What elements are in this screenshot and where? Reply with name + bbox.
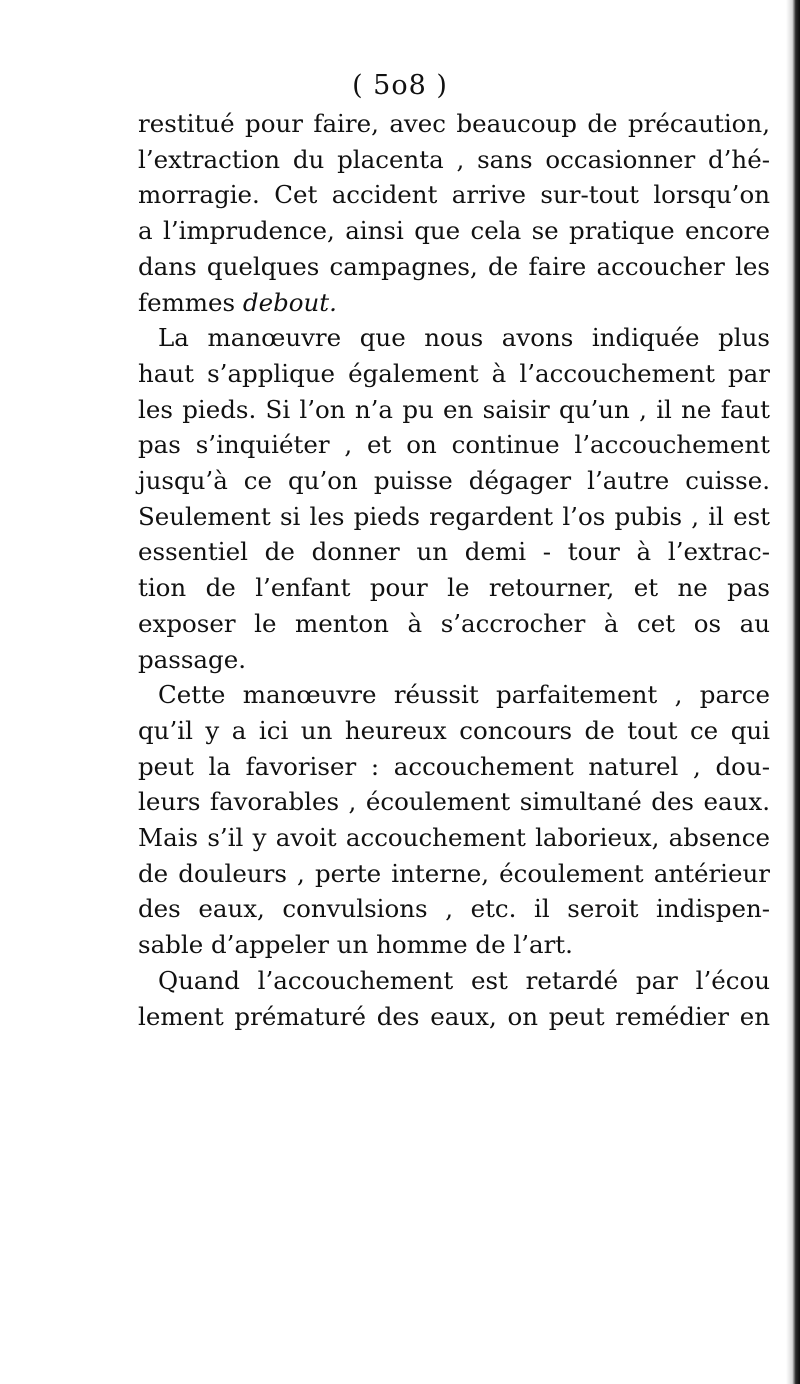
- page-edge-shadow: [786, 0, 800, 1384]
- text-line: tion de l’enfant pour le retourner, et ne pas: [138, 573, 770, 603]
- italic-text: debout.: [242, 287, 337, 317]
- page-number: ( 5o8 ): [352, 70, 448, 101]
- text-line: pas s’inquiéter , et on continue l’accouchement: [138, 430, 770, 460]
- text-line: jusqu’à ce qu’on puisse dégager l’autre cuisse.: [138, 466, 770, 496]
- text-line: exposer le menton à s’accrocher à cet os au: [138, 608, 770, 638]
- text-line: dans quelques campagnes, de faire accoucher les: [138, 251, 770, 281]
- text-line: sable d’appeler un homme de l’art.: [138, 930, 573, 960]
- text-line: Seulement si les pieds regardent l’os pubis , il est: [138, 501, 770, 531]
- text-line: Mais s’il y avoit accouchement laborieux, absence: [138, 823, 770, 853]
- text-line: leurs favorables , écoulement simultané des eaux.: [138, 787, 770, 817]
- text-line: essentiel de donner un demi - tour à l’extrac-: [138, 537, 770, 567]
- text-line: des eaux, convulsions , etc. il seroit indispen-: [138, 894, 770, 924]
- text-segment: femmes: [138, 287, 236, 317]
- text-line: l’extraction du placenta , sans occasionner d’hé-: [138, 144, 770, 174]
- text-line: les pieds. Si l’on n’a pu en saisir qu’un , il ne faut: [138, 394, 770, 424]
- text-line: La manœuvre que nous avons indiquée plus: [158, 323, 770, 353]
- text-line: Quand l’accouchement est retardé par l’écou: [158, 965, 770, 995]
- text-line: restitué pour faire, avec beaucoup de précaution,: [138, 109, 770, 138]
- text-line: haut s’applique également à l’accouchement par: [138, 358, 770, 388]
- text-line: lement prématuré des eaux, on peut remédier en: [138, 1001, 770, 1031]
- text-line: Cette manœuvre réussit parfaitement , parce: [158, 680, 770, 710]
- text-line: passage.: [138, 644, 247, 674]
- text-line: a l’imprudence, ainsi que cela se pratique encore: [138, 216, 770, 246]
- text-line: morragie. Cet accident arrive sur-tout lorsqu’on: [138, 180, 770, 210]
- text-line: de douleurs , perte interne, écoulement antérieur: [138, 858, 770, 888]
- body-text: [138, 106, 770, 1034]
- text-line: peut la favoriser : accouchement naturel , dou-: [138, 751, 770, 781]
- text-line: qu’il y a ici un heureux concours de tout ce qui: [138, 715, 770, 745]
- text-line: [138, 285, 770, 321]
